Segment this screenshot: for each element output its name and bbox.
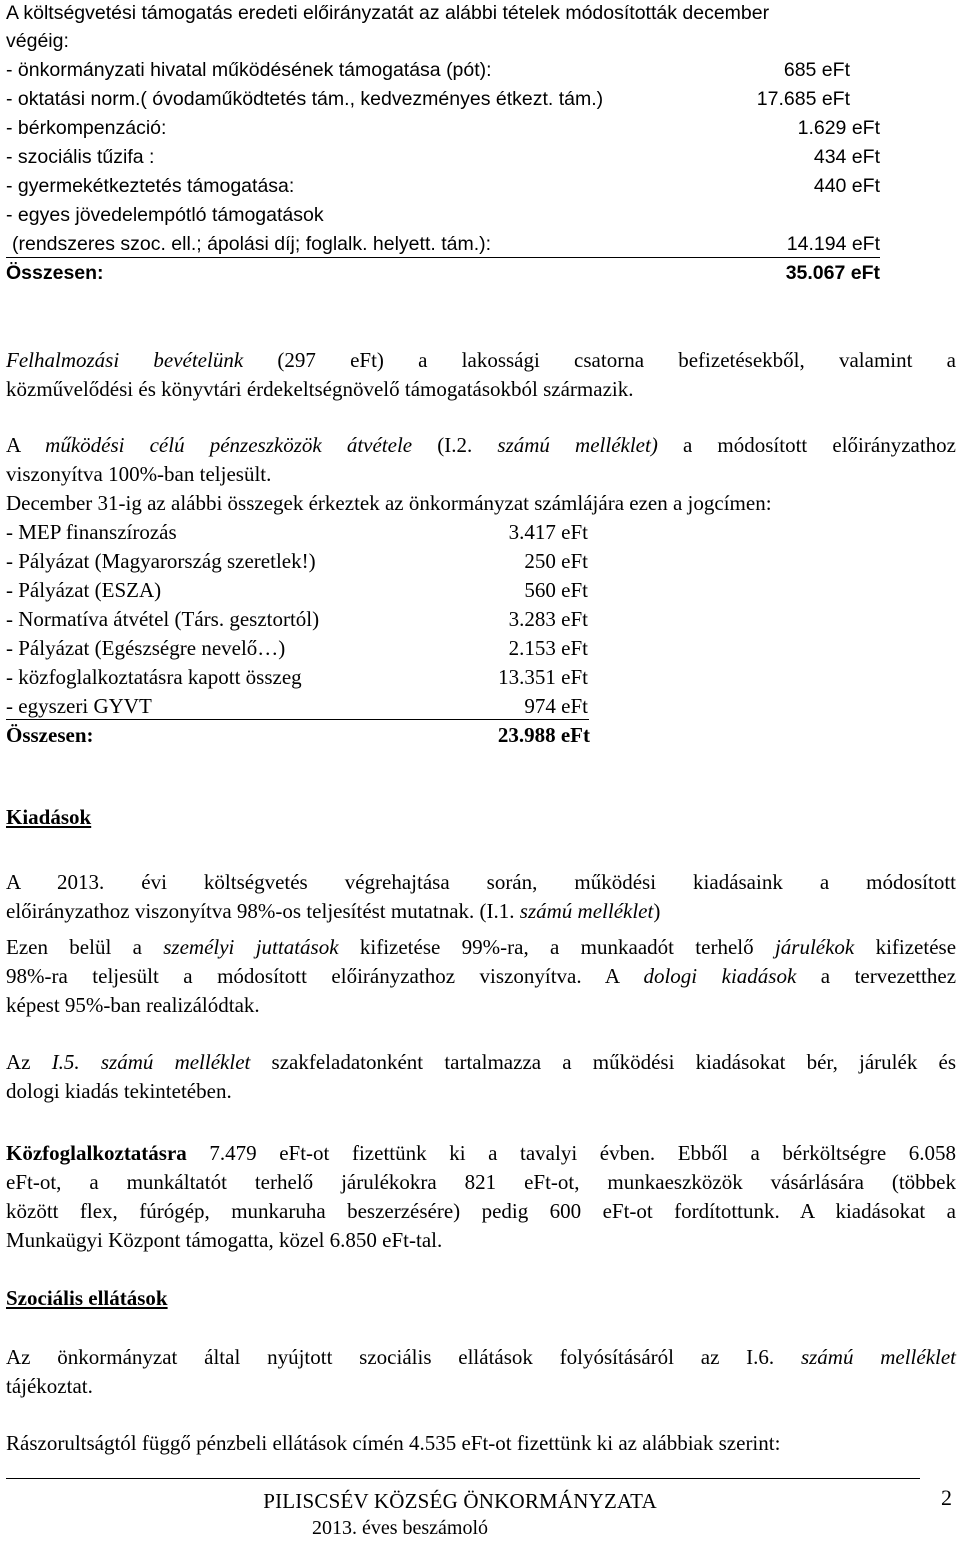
felhalmozas-line-1 xyxy=(6,348,956,373)
kiadasok-p2-text: 98%-ra teljesült a módosított előirányzathoz viszonyítva. A xyxy=(6,964,619,988)
footer-subtitle: 2013. éves beszámoló xyxy=(311,1517,489,1539)
mukodesi-line-3: December 31-ig az alábbi összegek érkeztek az önkormányzat számlájára ezen a jogcímen: xyxy=(6,491,772,515)
intro-item-label: - szociális tűzifa : xyxy=(6,146,155,168)
intro-sum-rule xyxy=(6,257,880,258)
mukodesi-rest: a módosított előirányzathoz xyxy=(682,433,957,457)
kozfog-term: Közfoglalkoztatásra xyxy=(6,1141,187,1165)
kozfog-line-2: eFt-ot, a munkáltatót terhelő járulékokra 821 eFt-ot, munkaeszközök vásárlására (többek xyxy=(6,1170,956,1194)
kiadasok-p1-annex: számú melléklet xyxy=(519,899,654,923)
kiadasok-p2-text: a tervezetthez xyxy=(820,964,957,988)
mukodesi-sum-rule xyxy=(6,719,589,720)
szocialis-p1-line-2: tájékoztat. xyxy=(6,1374,93,1398)
intro-line-2: végéig: xyxy=(6,30,69,52)
intro-item-label: - bérkompenzáció: xyxy=(6,117,167,139)
mukodesi-item-label: - Normatíva átvétel (Társ. gesztortól) xyxy=(6,607,320,631)
mukodesi-annex: számú melléklet) xyxy=(497,433,658,457)
footer-rule xyxy=(6,1478,920,1479)
intro-item-amount: 685 eFt xyxy=(783,59,850,81)
mukodesi-a: A xyxy=(6,433,21,457)
mukodesi-item-amount: 13.351 eFt xyxy=(498,665,588,689)
kiadasok-p1-text: előirányzathoz viszonyítva 98%-os teljesítést mutatnak. (I.1. xyxy=(6,899,515,923)
mukodesi-item-label: - Pályázat (ESZA) xyxy=(6,578,162,602)
footer-title: PILISCSÉV KÖZSÉG ÖNKORMÁNYZATA xyxy=(263,1489,657,1513)
kiadasok-p2-text: Ezen belül a xyxy=(6,935,142,959)
felhalmozas-text: (297 eFt) a lakossági csatorna befizetésekből, valamint a xyxy=(277,348,956,372)
intro-item-label: - oktatási norm.( óvodaműködtetés tám., kedvezményes étkezt. tám.) xyxy=(6,88,604,110)
szocialis-p1-text: Az önkormányzat által nyújtott szociális ellátások folyósításáról az I.6. xyxy=(6,1345,775,1369)
kiadasok-p1-paren: ) xyxy=(653,899,661,923)
intro-item-amount: 17.685 eFt xyxy=(756,88,850,110)
kozfog-line-4: Munkaügyi Központ támogatta, közel 6.850 eFt-tal. xyxy=(6,1228,443,1252)
kozfog-line-1 xyxy=(6,1141,956,1166)
intro-total-label: Összesen: xyxy=(6,262,104,284)
szocialis-heading: Szociális ellátások xyxy=(6,1286,168,1310)
mukodesi-item-amount: 974 eFt xyxy=(524,694,588,718)
mukodesi-total-amount: 23.988 eFt xyxy=(497,723,590,747)
mukodesi-item-label: - Pályázat (Magyarország szeretlek!) xyxy=(6,549,316,573)
mukodesi-term: működési célú pénzeszközök átvétele xyxy=(45,433,413,457)
kiadasok-p2-line-2 xyxy=(6,964,956,989)
intro-item-amount: 440 eFt xyxy=(813,175,880,197)
mukodesi-ref: (I.2. xyxy=(437,433,473,457)
kiadasok-p1-line-2 xyxy=(6,899,660,924)
kiadasok-p3-text: Az xyxy=(6,1050,31,1074)
intro-item-label: - egyes jövedelempótló támogatások xyxy=(6,204,324,226)
kiadasok-heading: Kiadások xyxy=(6,805,92,829)
intro-item-label: - gyermekétkeztetés támogatása: xyxy=(6,175,295,197)
intro-total-amount: 35.067 eFt xyxy=(785,262,880,284)
szocialis-p1-line-1 xyxy=(6,1345,956,1370)
kiadasok-p2-term: járulékok xyxy=(774,935,855,959)
mukodesi-item-label: - MEP finanszírozás xyxy=(6,520,177,544)
intro-item-amount: 434 eFt xyxy=(813,146,880,168)
mukodesi-item-label: - közfoglalkoztatásra kapott összeg xyxy=(6,665,302,689)
mukodesi-line-2: viszonyítva 100%-ban teljesült. xyxy=(6,462,272,486)
kiadasok-p2-text: kifizetése 99%-ra, a munkaadót terhelő xyxy=(359,935,754,959)
szocialis-p2: Rászorultságtól függő pénzbeli ellátások címén 4.535 eFt-ot fizettünk ki az alábbiak szerint: xyxy=(6,1431,781,1455)
mukodesi-item-amount: 2.153 eFt xyxy=(508,636,588,660)
kozfog-line-3: között flex, fúrógép, munkaruha beszerzésére) pedig 600 eFt-ot fordítottunk. A kiadásokat a xyxy=(6,1199,956,1223)
kozfog-text: 7.479 eFt-ot fizettünk ki a tavalyi évben. Ebből a bérköltségre 6.058 xyxy=(209,1141,957,1165)
kiadasok-p3-annex: I.5. számú melléklet xyxy=(51,1050,251,1074)
page-number: 2 xyxy=(941,1485,952,1510)
felhalmozas-term: Felhalmozási bevételünk xyxy=(6,348,244,372)
mukodesi-item-amount: 3.283 eFt xyxy=(508,607,588,631)
kiadasok-p3-text: szakfeladatonként tartalmazza a működési kiadásokat bér, járulék és xyxy=(271,1050,957,1074)
intro-item-amount: 14.194 eFt xyxy=(786,233,880,255)
kiadasok-p2-text: kifizetése xyxy=(875,935,957,959)
kiadasok-p2-line-3: képest 95%-ban realizálódtak. xyxy=(6,993,260,1017)
intro-item-label: (rendszeres szoc. ell.; ápolási díj; foglalk. helyett. tám.): xyxy=(12,233,492,255)
intro-line-1: A költségvetési támogatás eredeti előirányzatát az alábbi tételek módosították december xyxy=(6,2,770,24)
mukodesi-item-amount: 560 eFt xyxy=(524,578,588,602)
intro-item-amount: 1.629 eFt xyxy=(797,117,880,139)
mukodesi-item-amount: 3.417 eFt xyxy=(508,520,588,544)
kiadasok-p2-line-1 xyxy=(6,935,956,960)
mukodesi-total-label: Összesen: xyxy=(6,723,94,747)
kiadasok-p1-line-1: A 2013. évi költségvetés végrehajtása során, működési kiadásaink a módosított xyxy=(6,870,956,894)
szocialis-p1-annex: számú melléklet xyxy=(800,1345,957,1369)
kiadasok-p3-line-2: dologi kiadás tekintetében. xyxy=(6,1079,232,1103)
mukodesi-item-label: - egyszeri GYVT xyxy=(6,694,152,718)
kiadasok-p2-term: személyi juttatások xyxy=(163,935,339,959)
kiadasok-p3-line-1 xyxy=(6,1050,956,1075)
intro-item-label: - önkormányzati hivatal működésének támogatása (pót): xyxy=(6,59,492,81)
felhalmozas-line-2: közművelődési és könyvtári érdekeltségnövelő támogatásokból származik. xyxy=(6,377,634,401)
mukodesi-line-1 xyxy=(6,433,956,458)
mukodesi-item-amount: 250 eFt xyxy=(524,549,588,573)
mukodesi-item-label: - Pályázat (Egészségre nevelő…) xyxy=(6,636,286,660)
kiadasok-p2-term: dologi kiadások xyxy=(643,964,797,988)
